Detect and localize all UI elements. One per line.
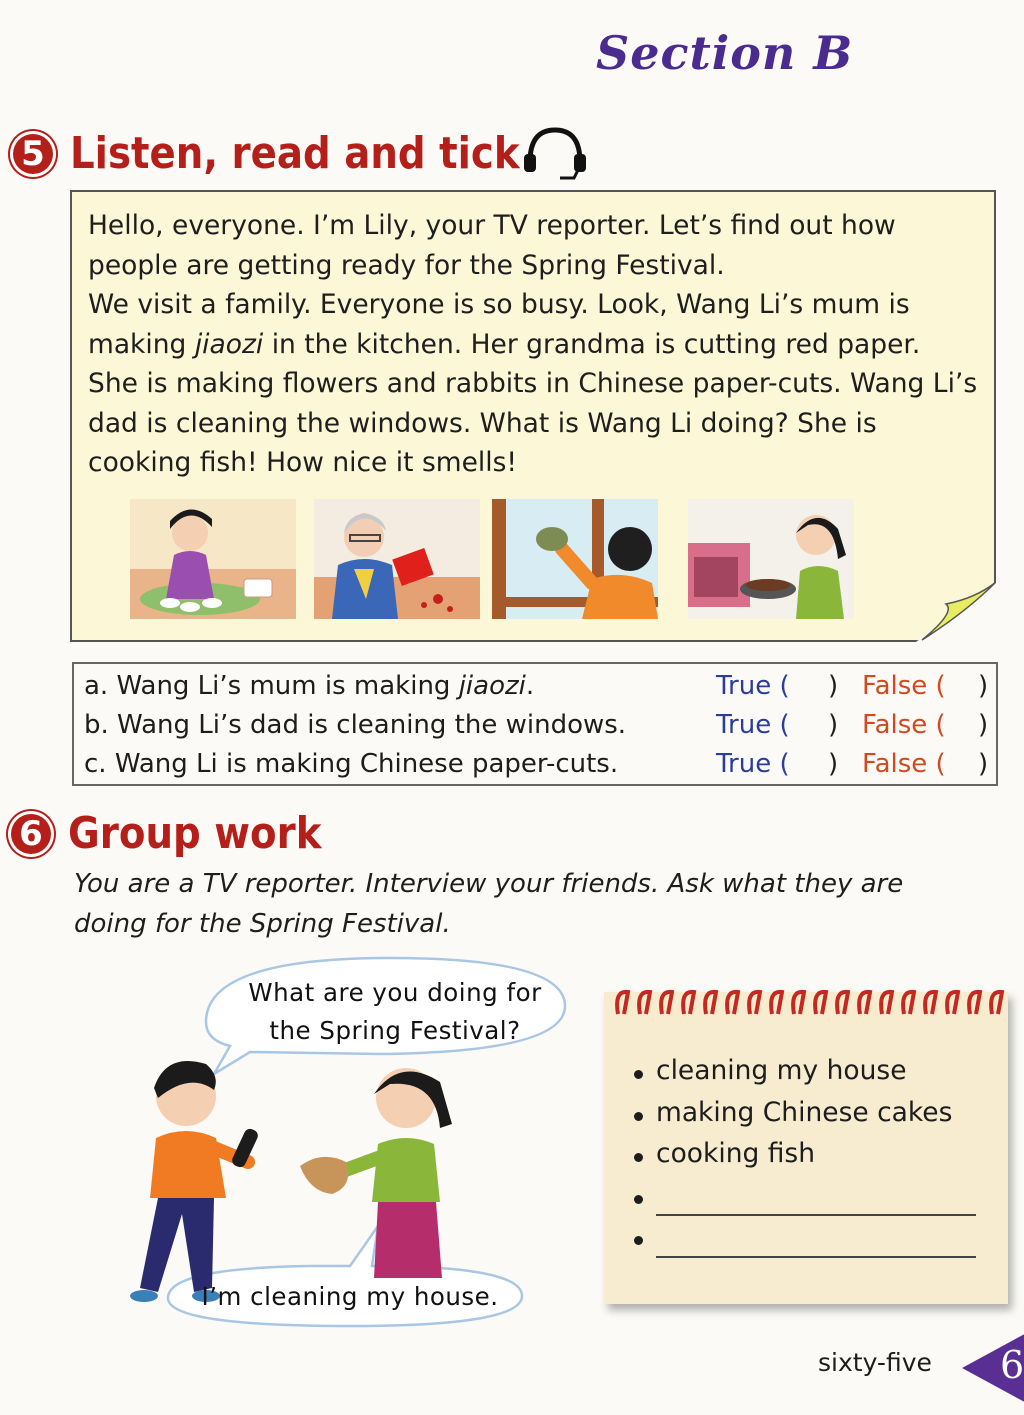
exercise-number-badge: 5: [10, 131, 56, 177]
question-line: What are you doing for: [248, 978, 542, 1007]
false-option[interactable]: False (: [862, 671, 946, 701]
notepad-spiral-binding: [610, 984, 1006, 1020]
reading-passage-box: [70, 190, 996, 642]
page-curl-decoration: [916, 582, 996, 642]
true-false-row: [84, 744, 990, 784]
exercise-5-header: [10, 128, 581, 179]
picture-dad-cleaning-windows: [492, 499, 658, 619]
list-item: cooking fish: [634, 1133, 976, 1175]
notepad-list: [634, 1050, 976, 1258]
true-false-row: [84, 666, 990, 706]
instruction-line: You are a TV reporter. Interview your friends. Ask what they are: [74, 869, 904, 899]
reading-passage: [88, 206, 978, 483]
true-close-paren: ): [828, 749, 839, 779]
statement-text: a. Wang Li’s mum is making: [84, 671, 459, 701]
list-item: cleaning my house: [634, 1050, 976, 1092]
statement-a: [84, 666, 534, 706]
question-bubble: [210, 974, 580, 1050]
true-option[interactable]: True (: [716, 749, 790, 779]
true-false-table: [72, 662, 998, 786]
false-close-paren: ): [978, 710, 989, 740]
statement-text: .: [525, 671, 535, 701]
exercise-number-badge: 6: [8, 811, 54, 857]
picture-wang-li-cooking-fish: [688, 499, 854, 619]
statement-italic-word: jiaozi: [458, 671, 526, 701]
passage-text: We visit a family. Everyone is so busy. Look, Wang Li’s mum is making: [88, 289, 910, 360]
blank-answer-line[interactable]: [634, 1216, 976, 1258]
false-close-paren: ): [978, 671, 989, 701]
true-close-paren: ): [828, 671, 839, 701]
blank-line[interactable]: [656, 1186, 976, 1216]
answer-bubble: I’m cleaning my house.: [201, 1282, 499, 1311]
section-title: Section B: [596, 26, 854, 80]
statement-b: b. Wang Li’s dad is cleaning the windows.: [84, 710, 627, 740]
notepad: [604, 992, 1008, 1304]
group-work-instruction: [74, 864, 1004, 944]
headphones-icon: [520, 122, 590, 182]
exercise-title: Listen, read and tick: [70, 128, 520, 179]
list-item: making Chinese cakes: [634, 1092, 976, 1134]
picture-strip: [130, 499, 920, 621]
true-false-row: [84, 705, 990, 745]
passage-paragraph-1: Hello, everyone. I’m Lily, your TV reporter. Let’s find out how people are getting ready for the Spring Festival.: [88, 210, 896, 281]
false-option[interactable]: False (: [862, 710, 946, 740]
passage-italic-word: jiaozi: [194, 328, 264, 360]
true-option[interactable]: True (: [716, 671, 790, 701]
question-line: the Spring Festival?: [269, 1016, 521, 1045]
true-close-paren: ): [828, 710, 839, 740]
picture-grandma-cutting-paper: [314, 499, 480, 619]
statement-c: c. Wang Li is making Chinese paper-cuts.: [84, 749, 619, 779]
blank-line[interactable]: [656, 1228, 976, 1258]
exercise-title: Group work: [68, 808, 322, 859]
instruction-line: doing for the Spring Festival.: [74, 909, 451, 939]
picture-mum-making-jiaozi: [130, 499, 296, 619]
true-option[interactable]: True (: [716, 710, 790, 740]
passage-paragraph-2: [88, 285, 978, 483]
blank-answer-line[interactable]: [634, 1175, 976, 1217]
page-number-word: sixty-five: [818, 1348, 932, 1377]
page-number: 6: [1000, 1343, 1024, 1387]
false-option[interactable]: False (: [862, 749, 946, 779]
passage-text: in the kitchen. Her grandma is cutting red paper. She is making flowers and rabbits in Chinese paper-cuts. Wang Li’s dad is cleaning the windows. What is Wang Li doing? She is cooking fish! How nice it smells!: [88, 328, 978, 478]
false-close-paren: ): [978, 749, 989, 779]
exercise-6-header: [8, 808, 356, 859]
